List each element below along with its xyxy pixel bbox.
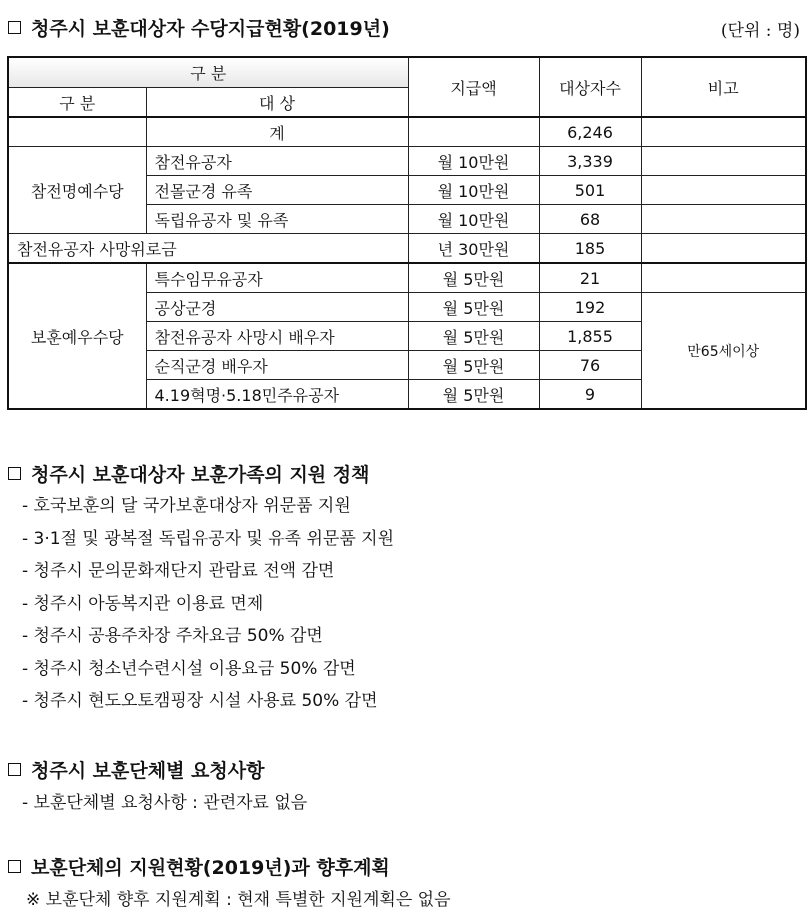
table-row-note [641, 205, 806, 234]
table-row-amount: 월 5만원 [408, 351, 539, 380]
policy-list [22, 490, 394, 718]
checkbox-square-icon [8, 860, 21, 873]
section-4-title-text: 보훈단체의 지원현황(2019년)과 향후계획 [31, 857, 390, 879]
section-4-line: ※ 보훈단체 향후 지원계획 : 현재 특별한 지원계획은 없음 [26, 890, 451, 910]
death-note [641, 234, 806, 264]
table-row-count: 3,339 [539, 147, 641, 176]
table-row-count: 1,855 [539, 322, 641, 351]
table-row-target: 특수임무유공자 [146, 263, 408, 293]
section-1-title [8, 14, 390, 41]
allowance-table [7, 56, 807, 410]
total-count: 6,246 [539, 117, 641, 147]
list-item: - 3·1절 및 광복절 독립유공자 및 유족 위문품 지원 [22, 528, 394, 549]
death-label: 참전유공자 사망위로금 [8, 234, 408, 264]
table-row-note [641, 176, 806, 205]
section-3-line: - 보훈단체별 요청사항 : 관련자료 없음 [22, 793, 308, 813]
checkbox-square-icon [8, 763, 21, 776]
header-note: 비고 [641, 57, 806, 117]
list-item: - 청주시 아동복지관 이용료 면제 [22, 593, 264, 614]
header-count: 대상자수 [539, 57, 641, 117]
list-item: - 청주시 문의문화재단지 관람료 전액 감면 [22, 561, 335, 581]
section-4-title [8, 853, 390, 880]
table-row-amount: 월 10만원 [408, 176, 539, 205]
total-empty-cell [8, 117, 146, 147]
table-row-target: 4.19혁명·5.18민주유공자 [146, 380, 408, 410]
death-amount: 년 30만원 [408, 234, 539, 264]
table-row-target: 전몰군경 유족 [146, 176, 408, 205]
table-row-note [641, 147, 806, 176]
table-row-count: 21 [539, 263, 641, 293]
header-amount: 지급액 [408, 57, 539, 117]
table-row-count: 192 [539, 293, 641, 322]
group2-note: 만65세이상 [641, 293, 806, 410]
table-row-target: 참전유공자 [146, 147, 408, 176]
group1-label: 참전명예수당 [8, 147, 146, 234]
table-row-amount: 월 10만원 [408, 205, 539, 234]
checkbox-square-icon [8, 21, 21, 34]
table-row-amount: 월 10만원 [408, 147, 539, 176]
table-row-target: 공상군경 [146, 293, 408, 322]
table-row-amount: 월 5만원 [408, 322, 539, 351]
header-group: 구 분 [8, 57, 408, 88]
table-row-count: 501 [539, 176, 641, 205]
table-row-note [641, 263, 806, 293]
section-1-title-text: 청주시 보훈대상자 수당지급현황(2019년) [31, 18, 390, 40]
total-note-cell [641, 117, 806, 147]
table-row-target: 독립유공자 및 유족 [146, 205, 408, 234]
table-row-target: 순직군경 배우자 [146, 351, 408, 380]
section-3-title-text: 청주시 보훈단체별 요청사항 [31, 760, 265, 782]
list-item: - 청주시 현도오토캠핑장 시설 사용료 50% 감면 [22, 691, 378, 711]
header-category: 구 분 [8, 88, 146, 118]
section-3-title [8, 756, 264, 783]
group2-label: 보훈예우수당 [8, 263, 146, 409]
unit-label: (단위 : 명) [720, 21, 800, 41]
table-row-target: 참전유공자 사망시 배우자 [146, 322, 408, 351]
table-row-amount: 월 5만원 [408, 263, 539, 293]
list-item: - 청주시 청소년수련시설 이용요금 50% 감면 [22, 658, 356, 679]
table-row-count: 9 [539, 380, 641, 410]
total-amount-cell [408, 117, 539, 147]
death-count: 185 [539, 234, 641, 264]
table-row-amount: 월 5만원 [408, 380, 539, 410]
list-item: - 청주시 공용주차장 주차요금 50% 감면 [22, 626, 323, 646]
checkbox-square-icon [8, 467, 21, 480]
table-row-count: 76 [539, 351, 641, 380]
list-item: - 호국보훈의 달 국가보훈대상자 위문품 지원 [22, 496, 351, 516]
table-row-amount: 월 5만원 [408, 293, 539, 322]
section-2-title [8, 460, 369, 487]
total-label: 계 [146, 117, 408, 147]
section-2-title-text: 청주시 보훈대상자 보훈가족의 지원 정책 [31, 464, 370, 486]
table-row-count: 68 [539, 205, 641, 234]
header-target: 대 상 [146, 88, 408, 118]
